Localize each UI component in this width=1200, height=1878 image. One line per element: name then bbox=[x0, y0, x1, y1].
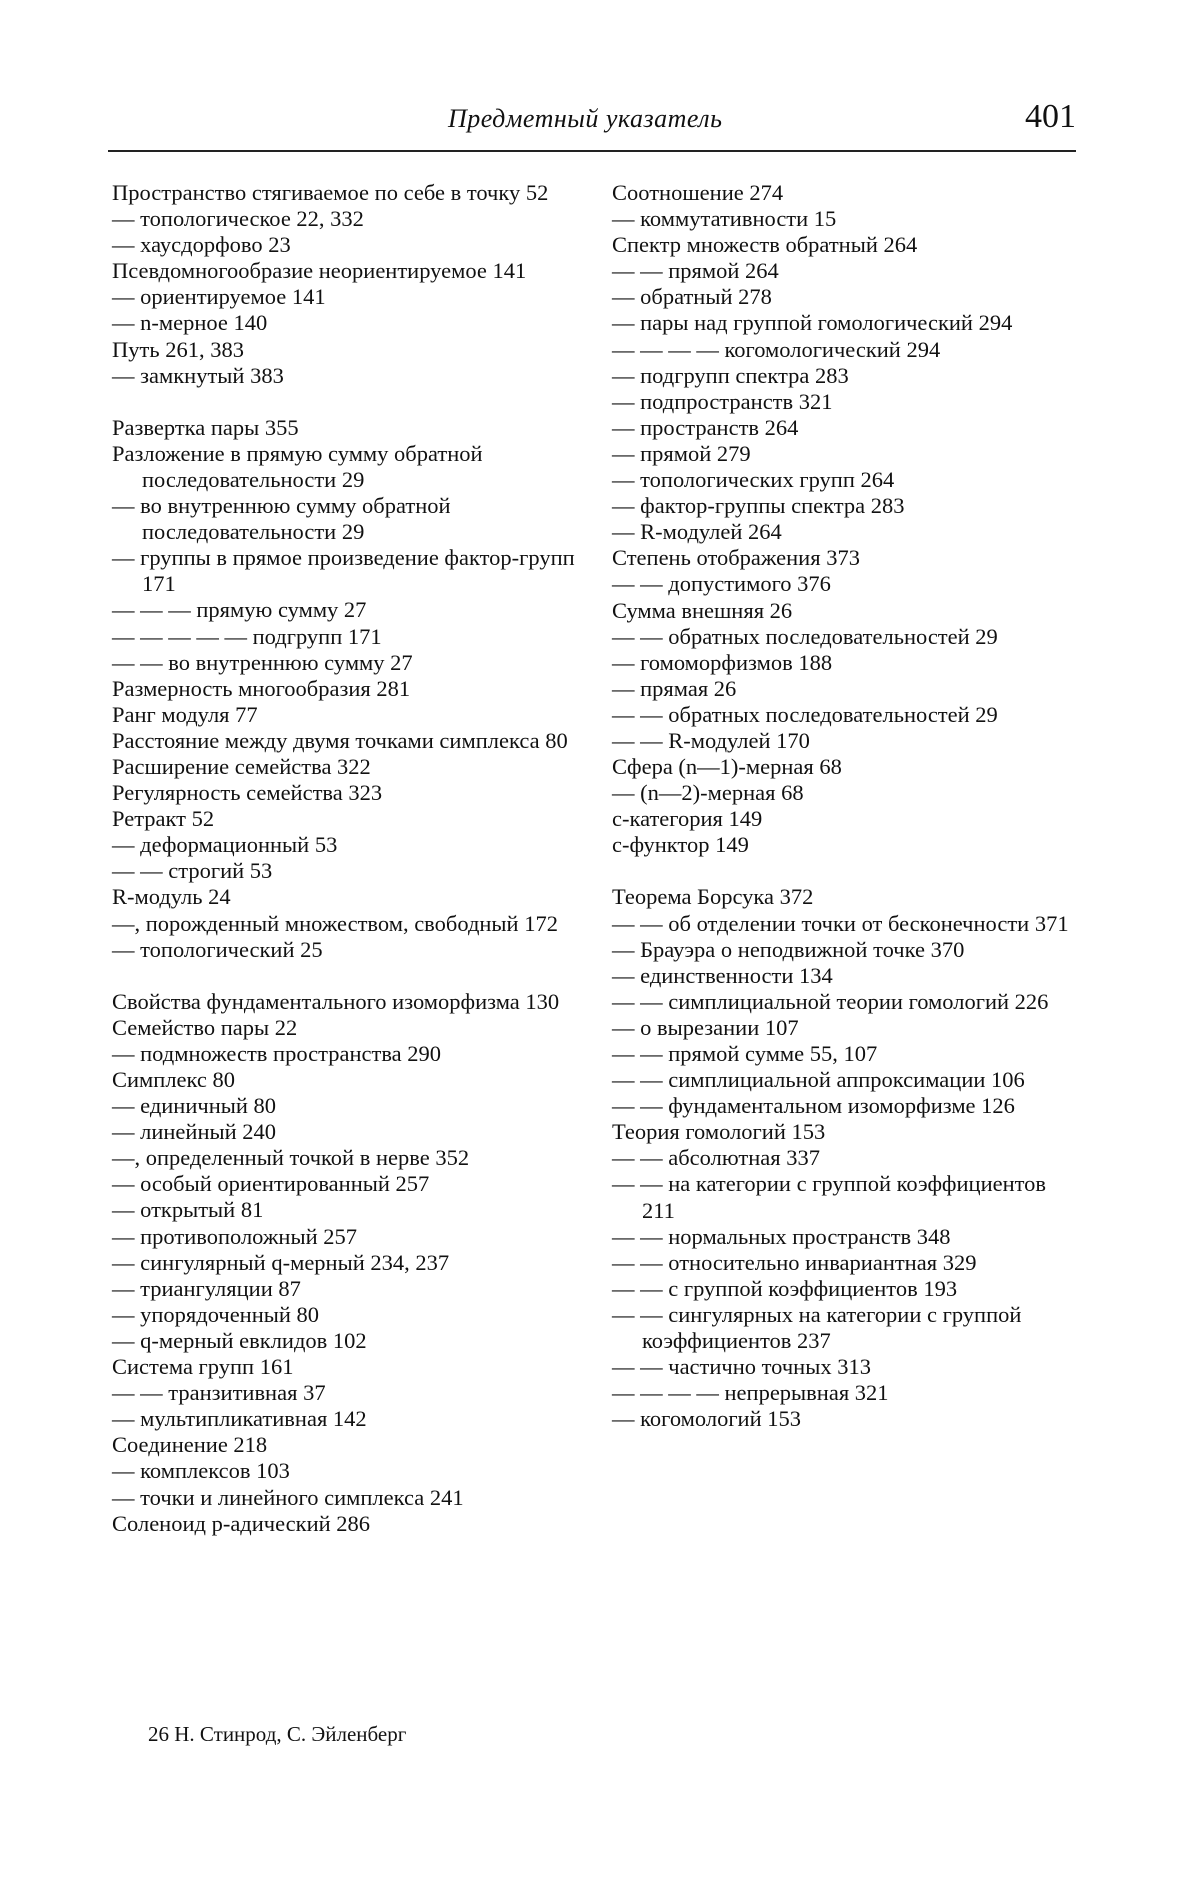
index-entry: — упорядоченный 80 bbox=[112, 1301, 320, 1327]
index-entry: Псевдомногообразие неориентируемое 141 bbox=[112, 258, 527, 284]
index-entry: Ранг модуля 77 bbox=[112, 701, 258, 727]
index-entry: — точки и линейного симплекса 241 bbox=[112, 1484, 464, 1510]
index-entry: Соединение 218 bbox=[112, 1432, 268, 1458]
index-entry: Расширение семейства 322 bbox=[112, 753, 371, 779]
index-entry: — n-мерное 140 bbox=[112, 310, 268, 336]
index-entry: c-функтор 149 bbox=[612, 832, 749, 858]
index-column-left bbox=[112, 180, 580, 1537]
index-entry: — замкнутый 383 bbox=[112, 362, 284, 388]
index-entry: — — фундаментальном изоморфизме 126 bbox=[612, 1093, 1015, 1119]
index-entry: — R-модулей 264 bbox=[612, 519, 782, 545]
index-entry: Ретракт 52 bbox=[112, 806, 215, 832]
index-entry: — — обратных последовательностей 29 bbox=[612, 623, 998, 649]
index-entry: — — строгий 53 bbox=[112, 858, 273, 884]
index-entry: — — симплициальной аппроксимации 106 bbox=[612, 1067, 1025, 1093]
index-entry: — особый ориентированный 257 bbox=[112, 1171, 430, 1197]
index-entry: — — транзитивная 37 bbox=[112, 1380, 326, 1406]
index-entry: — (n—2)-мерная 68 bbox=[612, 780, 804, 806]
index-entry: — топологическое 22, 332 bbox=[112, 206, 364, 232]
index-entry: — во внутреннюю сумму обратной последовательности 29 bbox=[112, 493, 451, 545]
index-entry: R-модуль 24 bbox=[112, 884, 231, 910]
index-entry: Теория гомологий 153 bbox=[612, 1119, 826, 1145]
index-entry: Развертка пары 355 bbox=[112, 414, 299, 440]
index-entry: — — прямой сумме 55, 107 bbox=[612, 1041, 878, 1066]
index-entry: Соленоид p-адический 286 bbox=[112, 1510, 371, 1536]
index-entry: — единственности 134 bbox=[612, 962, 833, 988]
index-entry: — ориентируемое 141 bbox=[112, 284, 326, 310]
index-entry: Семейство пары 22 bbox=[112, 1014, 298, 1040]
index-entry: Пространство стягиваемое по себе в точку 52 bbox=[112, 180, 549, 205]
index-entry: — — прямой 264 bbox=[612, 258, 779, 284]
index-entry: — — — — непрерывная 321 bbox=[612, 1380, 889, 1406]
index-entry: — обратный 278 bbox=[612, 284, 772, 310]
index-entry: — — нормальных пространств 348 bbox=[612, 1223, 951, 1249]
index-entry: — — сингулярных на категории с группой коэффициентов 237 bbox=[612, 1301, 1022, 1354]
index-entry: — противоположный 257 bbox=[112, 1223, 357, 1249]
index-entry: — хаусдорфово 23 bbox=[112, 232, 291, 258]
index-entry: — прямая 26 bbox=[612, 675, 737, 701]
index-entry: Система групп 161 bbox=[112, 1354, 294, 1380]
index-entry: — пары над группой гомологический 294 bbox=[612, 310, 1013, 336]
index-entry: — подпространств 321 bbox=[612, 388, 833, 414]
index-entry: — — — прямую сумму 27 bbox=[112, 597, 367, 623]
index-entry: — — во внутреннюю сумму 27 bbox=[112, 649, 413, 675]
index-entry: Соотношение 274 bbox=[612, 180, 784, 205]
index-entry: — q-мерный евклидов 102 bbox=[112, 1327, 367, 1353]
index-entry: — — относительно инвариантная 329 bbox=[612, 1249, 977, 1275]
index-entry: — прямой 279 bbox=[612, 440, 751, 466]
index-entry: — пространств 264 bbox=[612, 414, 799, 440]
index-entry: — комплексов 103 bbox=[112, 1458, 290, 1484]
section-gap bbox=[112, 389, 580, 415]
index-entry: Расстояние между двумя точками симплекса 80 bbox=[112, 727, 568, 753]
index-entry: — гомоморфизмов 188 bbox=[612, 649, 833, 675]
index-entry: — — об отделении точки от бесконечности 371 bbox=[612, 910, 1069, 936]
index-column-right bbox=[612, 180, 1084, 1432]
index-entry: Свойства фундаментального изоморфизма 130 bbox=[112, 988, 560, 1014]
index-entry: Размерность многообразия 281 bbox=[112, 675, 411, 701]
index-entry: — — обратных последовательностей 29 bbox=[612, 701, 998, 727]
index-entry: — единичный 80 bbox=[112, 1093, 277, 1119]
index-entry: — Брауэра о неподвижной точке 370 bbox=[612, 936, 965, 962]
index-entry: — коммутативности 15 bbox=[612, 206, 837, 232]
index-entry: —, порожденный множеством, свободный 172 bbox=[112, 910, 558, 936]
index-entry: — о вырезании 107 bbox=[612, 1014, 799, 1040]
index-entry: — топологический 25 bbox=[112, 936, 323, 962]
footer-signature: 26 Н. Стинрод, С. Эйленберг bbox=[148, 1722, 407, 1746]
index-entry: — линейный 240 bbox=[112, 1119, 277, 1145]
page-number: 401 bbox=[1025, 98, 1076, 135]
index-entry: — — — — — подгрупп 171 bbox=[112, 623, 382, 649]
index-entry: — — — — когомологический 294 bbox=[612, 336, 941, 362]
index-entry: — подмножеств пространства 290 bbox=[112, 1040, 442, 1066]
index-entry: — — частично точных 313 bbox=[612, 1354, 871, 1380]
index-entry: —, определенный точкой в нерве 352 bbox=[112, 1145, 470, 1171]
index-entry: — топологических групп 264 bbox=[612, 467, 895, 493]
index-entry: — фактор-группы спектра 283 bbox=[612, 493, 905, 519]
index-entry: Разложение в прямую сумму обратной последовательности 29 bbox=[112, 440, 483, 492]
index-entry: c-категория 149 bbox=[612, 806, 763, 832]
index-entry: — — R-модулей 170 bbox=[612, 727, 810, 753]
index-entry: Сумма внешняя 26 bbox=[612, 597, 793, 623]
index-entry: — — на категории с группой коэффициентов 211 bbox=[612, 1171, 1047, 1223]
index-entry: Теорема Борсука 372 bbox=[612, 884, 814, 910]
index-entry: — группы в прямое произведение фактор-групп 171 bbox=[112, 545, 575, 597]
index-entry: — открытый 81 bbox=[112, 1197, 264, 1223]
index-entry: — — симплициальной теории гомологий 226 bbox=[612, 988, 1049, 1014]
index-entry: — подгрупп спектра 283 bbox=[612, 362, 849, 388]
running-header: Предметный указатель bbox=[448, 104, 723, 133]
index-entry: — сингулярный q-мерный 234, 237 bbox=[112, 1249, 450, 1275]
index-entry: — триангуляции 87 bbox=[112, 1275, 301, 1301]
index-entry: — мультипликативная 142 bbox=[112, 1406, 367, 1432]
index-entry: Степень отображения 373 bbox=[612, 545, 860, 571]
section-gap bbox=[612, 858, 1084, 884]
index-entry: Регулярность семейства 323 bbox=[112, 780, 383, 806]
index-entry: — — абсолютная 337 bbox=[612, 1145, 820, 1171]
index-entry: — деформационный 53 bbox=[112, 832, 338, 858]
index-entry: Симплекс 80 bbox=[112, 1067, 236, 1092]
header-rule bbox=[108, 150, 1076, 152]
index-entry: — — допустимого 376 bbox=[612, 571, 831, 597]
section-gap bbox=[112, 963, 580, 989]
index-entry: Сфера (n—1)-мерная 68 bbox=[612, 754, 842, 780]
index-entry: — когомологий 153 bbox=[612, 1406, 802, 1432]
index-entry: Спектр множеств обратный 264 bbox=[612, 232, 918, 258]
index-entry: — — с группой коэффициентов 193 bbox=[612, 1275, 958, 1301]
index-entry: Путь 261, 383 bbox=[112, 336, 244, 362]
